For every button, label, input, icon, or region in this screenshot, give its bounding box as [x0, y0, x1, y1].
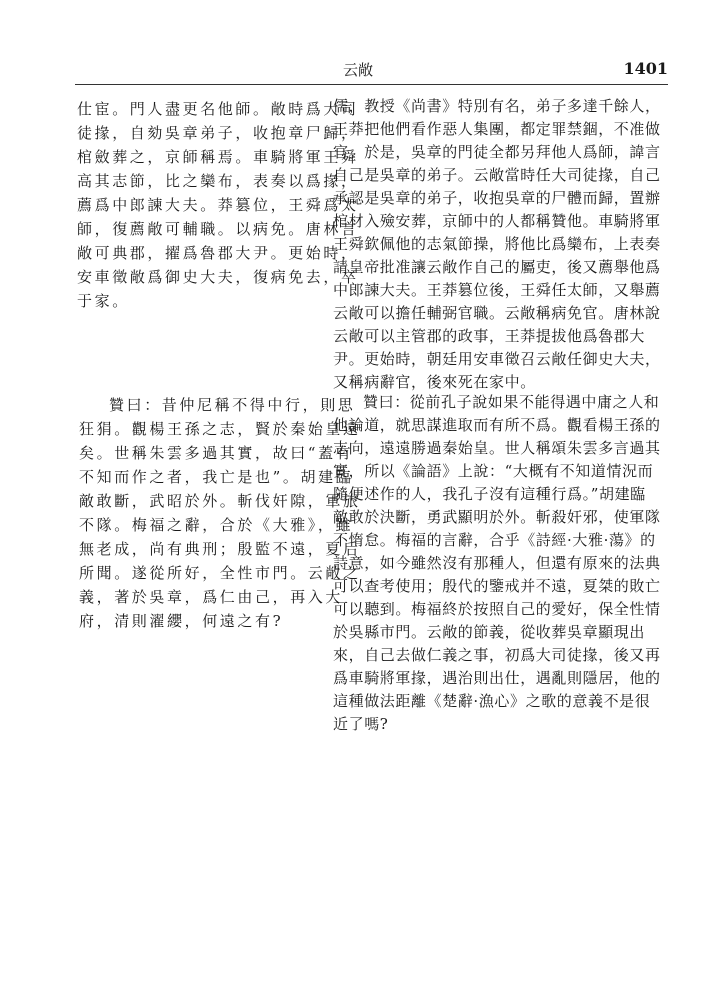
- text-line: 義，著於吳章，爲仁由己，再入大: [79, 588, 344, 606]
- text-line: 所聞。遂從所好，全性市門。云敞之: [79, 564, 361, 582]
- text-line: 自己是吳章的弟子。云敞當時任大司徒掾，自己: [333, 166, 661, 184]
- text-line: 無老成，尚有典刑；殷監不遠，夏后: [79, 540, 361, 558]
- text-line: 棺斂葬之，京師稱焉。車騎將軍王舜: [77, 148, 359, 166]
- text-line: 這種做法距離《楚辭·漁心》之歌的意義不是很: [333, 692, 651, 710]
- text-line: 安車徵敞爲御史大夫，復病免去，卒: [77, 268, 359, 286]
- text-line: 又稱病辭官，後來死在家中。: [333, 373, 536, 391]
- header-rule: [75, 84, 668, 85]
- text-line: 實，所以《論語》上說：“大概有不知道情況而: [333, 462, 654, 480]
- text-line: 王莽把他們看作惡人集團，都定罪禁錮，不准做: [333, 120, 661, 138]
- text-line: 師，復薦敞可輔職。以病免。唐林言: [77, 220, 359, 238]
- text-line: 敞可典郡，擢爲魯郡大尹。更始時，: [77, 244, 359, 262]
- text-line: 薦爲中郎諫大夫。莽篡位，王舜爲太: [77, 196, 359, 214]
- running-head-title: 云敞: [343, 61, 374, 79]
- text-line: 贊曰：昔仲尼稱不得中行，則思: [109, 396, 356, 414]
- text-line: 矣。世稱朱雲多過其實，故曰“蓋有: [79, 444, 354, 462]
- text-line: 中郎諫大夫。王莽篡位後，王舜任太師，又舉薦: [333, 281, 661, 299]
- text-line: 請皇帝批准讓云敞作自己的屬吏，後又薦舉他爲: [333, 258, 661, 276]
- text-line: 棺材入殮安葬，京師中的人都稱贊他。車騎將軍: [333, 212, 661, 230]
- text-line: 王舜欽佩他的志氣節操，將他比爲欒布，上表奏: [333, 235, 661, 253]
- text-line: 他論道，就思謀進取而有所不爲。觀看楊王孫的: [333, 416, 661, 434]
- zan-original-column: [79, 393, 361, 633]
- text-line: 官。於是，吳章的門徒全都另拜他人爲師，諱言: [333, 143, 661, 161]
- text-line: 爲車騎將軍掾，遇治則出仕，遇亂則隱居，他的: [333, 669, 661, 687]
- text-line: 狂狷。觀楊王孫之志，賢於秦始皇遠: [79, 420, 361, 438]
- zan-translation-column: [333, 391, 669, 736]
- page-number: 1401: [623, 59, 668, 78]
- text-line: 于家。: [77, 292, 130, 310]
- text-line: 尹。更始時，朝廷用安車徵召云敞任御史大夫，: [333, 350, 661, 368]
- text-line: 承認是吳章的弟子，收抱吳章的尸體而歸，置辦: [333, 189, 661, 207]
- text-line: 志向，遠遠勝過秦始皇。世人稱頌朱雲多言過其: [333, 439, 661, 457]
- text-line: 高其志節，比之欒布，表奏以爲掾，: [77, 172, 359, 190]
- text-line: 隨便述作的人，我孔子沒有這種行爲。”胡建臨: [333, 485, 646, 503]
- text-line: 不知而作之者，我亡是也”。胡建臨: [79, 468, 354, 486]
- text-line: 可以查考使用；殷代的鑒戒并不遠，夏桀的敗亡: [333, 577, 661, 595]
- text-line: 云敞可以擔任輔弼官職。云敞稱病免官。唐林說: [333, 304, 661, 322]
- text-line: 來，自己去做仁義之事，初爲大司徒掾，後又再: [333, 646, 661, 664]
- text-line: 不隊。梅福之辭，合於《大雅》，雖: [79, 516, 354, 534]
- text-line: 徒掾，自劾吳章弟子，收抱章尸歸，: [77, 124, 359, 142]
- biography-translation-column: [333, 95, 669, 394]
- text-line: 府，清則濯纓，何遠之有?: [79, 612, 284, 630]
- text-line: 可以聽到。梅福終於按照自己的愛好，保全性情: [333, 600, 661, 618]
- text-line: 敵敢於決斷，勇武顯明於外。斬殺奸邪，使軍隊: [333, 508, 661, 526]
- text-line: 云敞可以主管郡的政事，王莽提拔他爲魯郡大: [333, 327, 646, 345]
- text-line: 贊曰：從前孔子說如果不能得遇中庸之人和: [363, 393, 660, 411]
- text-line: 近了嗎?: [333, 715, 389, 733]
- biography-original-column: [77, 97, 359, 313]
- text-line: 敵敢斷，武昭於外。斬伐奸隙，軍旅: [79, 492, 361, 510]
- text-line: 仕宦。門人盡更名他師。敞時爲大司: [77, 100, 359, 118]
- text-line: 於吳縣市門。云敞的節義，從收葬吳章顯現出: [333, 623, 646, 641]
- text-line: 儒，教授《尚書》特別有名，弟子多達千餘人，: [333, 97, 661, 115]
- text-line: 詩意，如今雖然沒有那種人，但還有原來的法典: [333, 554, 661, 572]
- text-line: 不惰怠。梅福的言辭，合乎《詩經·大雅·蕩》的: [333, 531, 656, 549]
